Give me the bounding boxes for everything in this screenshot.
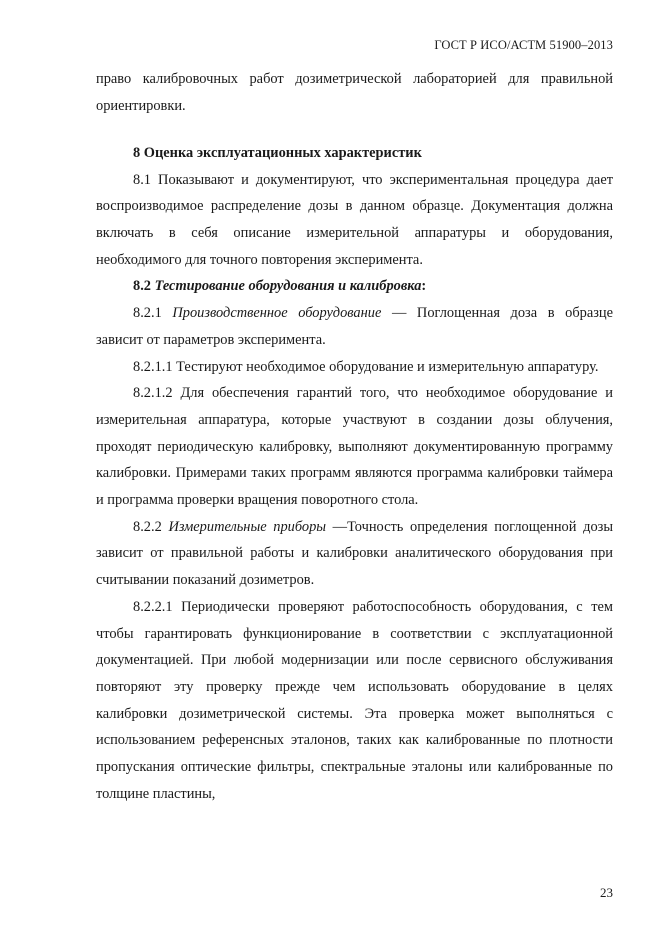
paragraph-8-2-2-1: 8.2.2.1 Периодически проверяют работоспособность оборудования, с тем чтобы гарантировать функционирование в соответствии с эксплуатационной документацией. При любой модернизации или после сервисного обслуживания повторяют эту проверку прежде чем использовать оборудование в целях калибровки дозиметрической системы. Эта проверка может выполняться с использованием референсных эталонов, таких как калиброванные по плотности пропускания оптические фильтры, спектральные эталоны или калиброванные по толщине пластины, — [96, 598, 613, 802]
document-body — [96, 66, 613, 807]
paragraph-8-1: 8.1 Показывают и документируют, что экспериментальная процедура дает воспроизводимое распределение дозы в данном образце. Документация должна включать в себя описание измерительной аппаратуры и оборудования, необходимого для точного повторения эксперимента. — [96, 171, 613, 268]
section-8-2-heading — [96, 273, 613, 300]
section-8-2-number: 8.2 — [133, 278, 155, 295]
paragraph-8-2-1-2: 8.2.1.2 Для обеспечения гарантий того, что необходимое оборудование и измерительная аппаратура, которые участвуют в создании дозы облучения, проходят периодическую калибровку, выполняют документированную программу калибровки. Примерами таких программ являются программа калибровки таймера и программа проверки вращения поворотного стола. — [96, 385, 613, 509]
section-8-heading: 8 Оценка эксплуатационных характеристик — [133, 144, 422, 161]
paragraph-8-2-1 — [96, 300, 613, 353]
paragraph-8-2-1-term: Производственное оборудование — [172, 305, 382, 322]
paragraph-8-2-2-term: Измерительные приборы — [168, 518, 327, 535]
paragraph-8-2-2 — [96, 514, 613, 594]
section-8-2-colon: : — [421, 278, 427, 295]
paragraph-8-2-1-text: — Поглощенная доза в образце зависит от параметров эксперимента. — [96, 305, 613, 348]
document-header: ГОСТ Р ИСО/АСТМ 51900–2013 — [434, 38, 613, 52]
paragraph-8-2-2-number: 8.2.2 — [133, 518, 169, 535]
section-8-2-title: Тестирование оборудования и калибровка — [154, 278, 422, 295]
paragraph-8-2-1-number: 8.2.1 — [133, 305, 173, 322]
paragraph-8-2-2-text: —Точность определения поглощенной дозы зависит от правильной работы и калибровки аналитического оборудования при считывании показаний дозиметров. — [96, 518, 613, 589]
paragraph-8-2-1-1: 8.2.1.1 Тестируют необходимое оборудование и измерительную аппаратуру. — [133, 358, 599, 375]
intro-paragraph: право калибровочных работ дозиметрической лабораторией для правильной ориентировки. — [96, 71, 613, 114]
page-number: 23 — [600, 885, 613, 900]
